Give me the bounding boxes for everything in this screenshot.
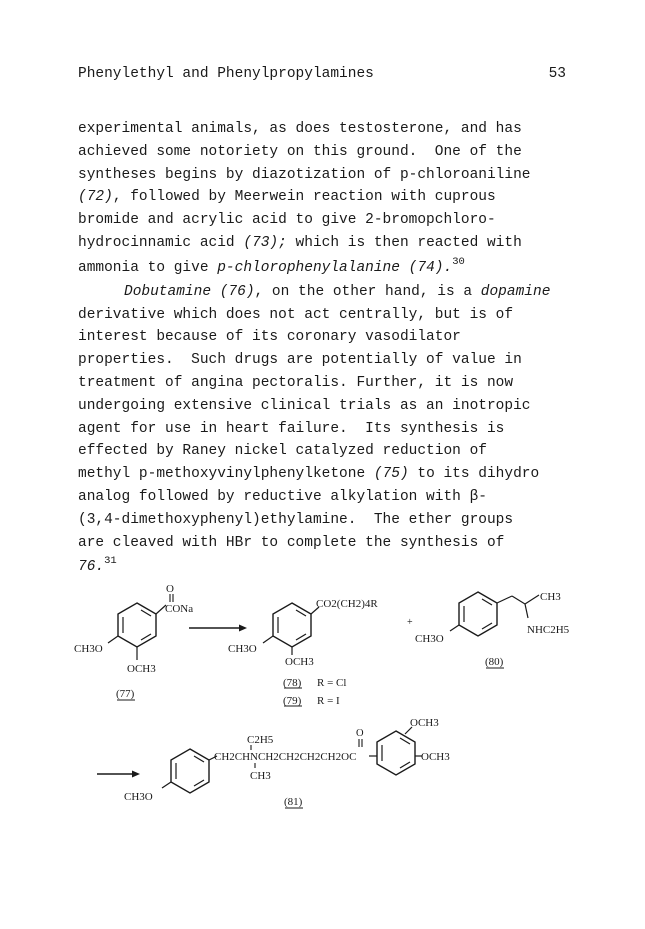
methyl-label: CH3: [540, 591, 561, 603]
compound-label: (78): [283, 677, 302, 689]
term: dopamine: [480, 283, 551, 300]
text-line: derivative which does not act centrally, but is of: [78, 306, 514, 323]
oxo-label: O: [356, 728, 364, 739]
compound-label: (81): [284, 796, 303, 808]
methoxy-label: OCH3: [285, 656, 314, 668]
text-span: ammonia to give: [78, 259, 218, 276]
methoxy-label: OCH3: [410, 717, 439, 729]
benzene-ring: [273, 603, 311, 647]
compound-81: [124, 717, 450, 808]
methoxy-label: CH3O: [228, 643, 257, 655]
methoxy-label: OCH3: [127, 663, 156, 675]
bond: [525, 604, 528, 618]
text-line: achieved some notoriety on this ground. One of the: [78, 143, 522, 160]
compound-78: [228, 598, 378, 707]
compound-ref: 76.: [78, 559, 105, 576]
compound-ref: (73);: [243, 234, 287, 251]
citation: 30: [452, 255, 465, 268]
page-number: 53: [548, 66, 566, 82]
citation: 31: [104, 555, 117, 568]
compound-name: p-chlorophenylalanine (74).: [217, 259, 453, 276]
benzene-ring: [459, 592, 497, 636]
text-span: to its dihydro: [408, 466, 540, 483]
substituent-label: R = Cl: [317, 677, 347, 689]
running-title: Phenylethyl and Phenylpropylamines: [78, 66, 374, 82]
text-line: treatment of angina pectoralis. Further, it is now: [78, 374, 514, 391]
bond: [162, 782, 171, 788]
ester-group-label: CO2(CH2)4R: [316, 598, 378, 610]
methoxy-label: CH3O: [124, 791, 153, 803]
arrow-head: [239, 625, 247, 632]
bond: [497, 596, 512, 603]
oxo-label: O: [166, 583, 174, 595]
substituent-label: R = I: [317, 695, 340, 707]
text-span: , followed by Meerwein reaction with cuprous: [112, 189, 496, 206]
compound-ref: (75): [373, 466, 409, 483]
text-span: methyl p-methoxyvinylphenylketone: [78, 466, 374, 483]
text-line: undergoing extensive clinical trials as an inotropic: [78, 397, 531, 414]
compound-label: (79): [283, 695, 302, 707]
text-line: experimental animals, as does testosterone, and has: [78, 121, 522, 137]
text-line: effected by Raney nickel catalyzed reduction of: [78, 443, 487, 460]
benzene-ring: [118, 603, 156, 647]
compound-label: (80): [485, 656, 504, 668]
plus-sign: +: [407, 617, 413, 628]
compound-80: [415, 591, 570, 668]
bond: [108, 636, 118, 643]
text-span: , on the other hand, is a: [254, 283, 481, 300]
text-line: agent for use in heart failure. Its synthesis is: [78, 420, 505, 437]
amine-label: NHC2H5: [527, 624, 570, 636]
compound-77: [74, 583, 193, 700]
methoxy-label: CH3O: [415, 633, 444, 645]
compound-ref: (72): [78, 189, 113, 206]
benzene-ring: [377, 731, 415, 775]
chain-label: CH2CHNCH2CH2CH2CH2OC: [214, 751, 357, 763]
bond: [450, 625, 459, 631]
bond: [512, 596, 525, 604]
compound-label: (77): [116, 688, 135, 700]
compound-name: Dobutamine (76): [124, 283, 255, 300]
bond: [525, 595, 539, 604]
text-line: analog followed by reductive alkylation with β-: [78, 488, 487, 505]
text-line: properties. Such drugs are potentially of value in: [78, 352, 522, 369]
arrow-head: [132, 771, 140, 778]
text-line: bromide and acrylic acid to give 2-bromopchloro-: [78, 212, 496, 229]
text-span: hydrocinnamic acid: [78, 234, 244, 251]
text-line: are cleaved with HBr to complete the synthesis of: [78, 534, 505, 551]
benzene-ring: [171, 749, 209, 793]
group-label: CONa: [165, 603, 194, 615]
methoxy-label: OCH3: [421, 751, 450, 763]
text-line: interest because of its coronary vasodilator: [78, 329, 461, 346]
text-line: syntheses begins by diazotization of p-chloroaniline: [78, 166, 531, 183]
text-line: (3,4-dimethoxyphenyl)ethylamine. The ether groups: [78, 511, 514, 528]
text-span: which is then reacted with: [286, 234, 522, 251]
methyl-label: CH3: [250, 770, 271, 782]
methoxy-label: CH3O: [74, 643, 103, 655]
ethyl-label: C2H5: [247, 734, 274, 746]
bond: [263, 636, 273, 643]
